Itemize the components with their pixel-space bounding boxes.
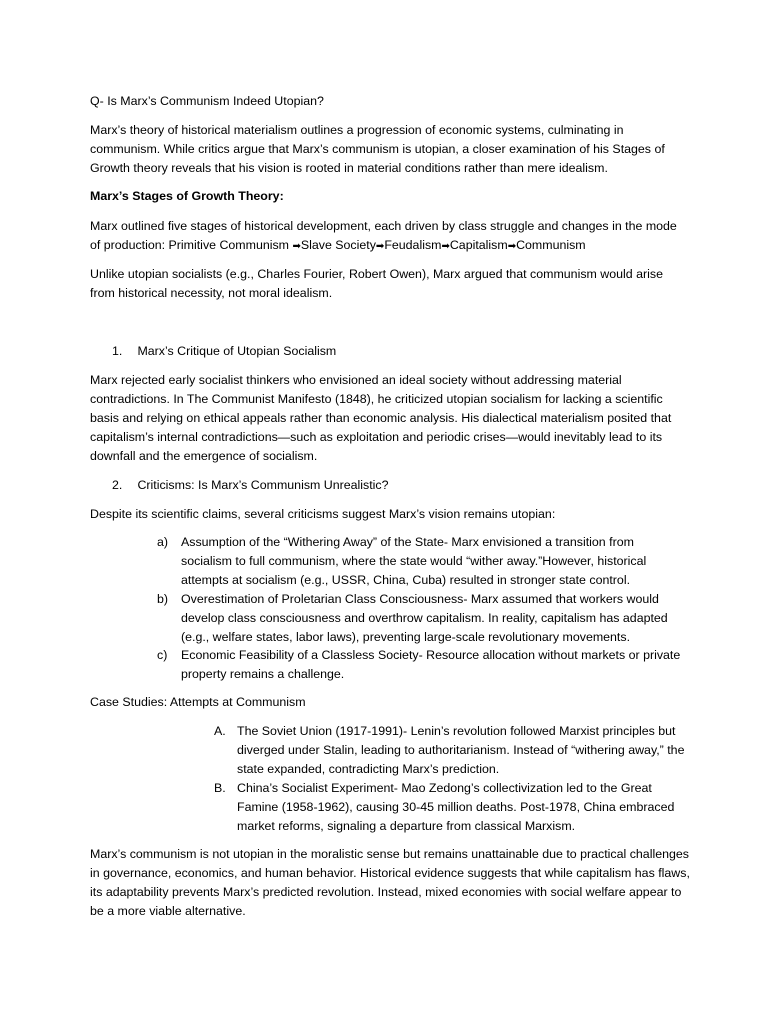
stage-slave-society: Slave Society [300,237,376,252]
stage-communism: Communism [516,237,586,252]
case-study-item [214,722,687,779]
conclusion-paragraph: Marx’s communism is not utopian in the moralistic sense but remains unattainable due to practical challenges in governance, economics, and human behavior. Historical evidence suggests that while capitalism has flaws, its adaptability prevents Marx’s predicted revolution. Instead, mixed economies with social welfare appear to be a more viable alternative. [90,847,690,918]
stage-feudalism: Feudalism [384,237,442,252]
criticism-marker: c) [157,648,168,662]
criticisms-intro: Despite its scientific claims, several criticisms suggest Marx’s vision remains utopian: [90,507,556,521]
stages-paragraph [90,217,690,257]
criticism-item [157,590,681,647]
stage-capitalism: Capitalism [449,237,508,252]
case-study-text: The Soviet Union (1917-1991)- Lenin’s revolution followed Marxist principles but diverged under Stalin, leading to authoritarianism. Instead of “withering away,” the state expanded, contradicting Marx’s prediction. [237,724,685,776]
criticism-item [157,533,681,590]
case-study-item [214,779,687,836]
unlike-paragraph: Unlike utopian socialists (e.g., Charles Fourier, Robert Owen), Marx argued that communism would arise from historical necessity, not moral idealism. [90,267,663,300]
heavy-right-arrow-icon: ➡ [375,240,385,252]
case-study-text: China’s Socialist Experiment- Mao Zedong’s collectivization led to the Great Famine (1958-1962), causing 30-45 million deaths. Post-1978, China embraced market reforms, signaling a departure from classical Marxism. [237,781,675,833]
case-study-marker: B. [214,781,226,795]
heavy-right-arrow-icon: ➡ [507,240,517,252]
criticism-item [157,646,681,684]
case-study-marker: A. [214,724,226,738]
section-2-heading [112,476,672,495]
heavy-right-arrow-icon: ➡ [441,240,450,252]
section-1-number: 1. [112,344,123,358]
section-1-title: Marx’s Critique of Utopian Socialism [137,344,337,358]
critique-paragraph: Marx rejected early socialist thinkers who envisioned an ideal society without addressing material contradictions. In The Communist Manifesto (1848), he criticized utopian socialism for lacking a scientific basis and relying on ethical appeals rather than economic analysis. His dialectical materialism posited that capitalism’s internal contradictions—such as exploitation and periodic crises—would inevitably lead to its downfall and the emergence of socialism. [90,373,672,463]
intro-paragraph: Marx’s theory of historical materialism outlines a progression of economic systems, culminating in communism. While critics argue that Marx’s communism is utopian, a closer examination of his Stages of Growth theory reveals that his vision is rooted in material conditions rather than mere idealism. [90,123,665,175]
criticism-marker: b) [157,592,169,606]
stages-text: Marx outlined five stages of historical development, each driven by class struggle and changes in the mode of production: Primitive Communism [90,219,677,252]
stages-heading: Marx’s Stages of Growth Theory: [90,189,284,203]
heavy-right-arrow-icon: ➡ [292,240,301,252]
criticism-text: Economic Feasibility of a Classless Society- Resource allocation without markets or private property remains a challenge. [181,648,681,681]
case-studies-heading: Case Studies: Attempts at Communism [90,695,306,709]
question-heading: Q- Is Marx’s Communism Indeed Utopian? [90,94,324,108]
criticism-text: Overestimation of Proletarian Class Consciousness- Marx assumed that workers would develop class consciousness and overthrow capitalism. In reality, capitalism has adapted (e.g., welfare states, labor laws), preventing large-scale revolutionary movements. [181,592,668,644]
section-1-heading [112,342,672,361]
section-2-title: Criticisms: Is Marx’s Communism Unrealistic? [137,478,389,492]
criticism-text: Assumption of the “Withering Away” of the State- Marx envisioned a transition from socialism to full communism, where the state would “wither away.”However, historical attempts at socialism (e.g., USSR, China, Cuba) resulted in stronger state control. [181,535,647,587]
section-2-number: 2. [112,478,123,492]
criticism-marker: a) [157,535,169,549]
